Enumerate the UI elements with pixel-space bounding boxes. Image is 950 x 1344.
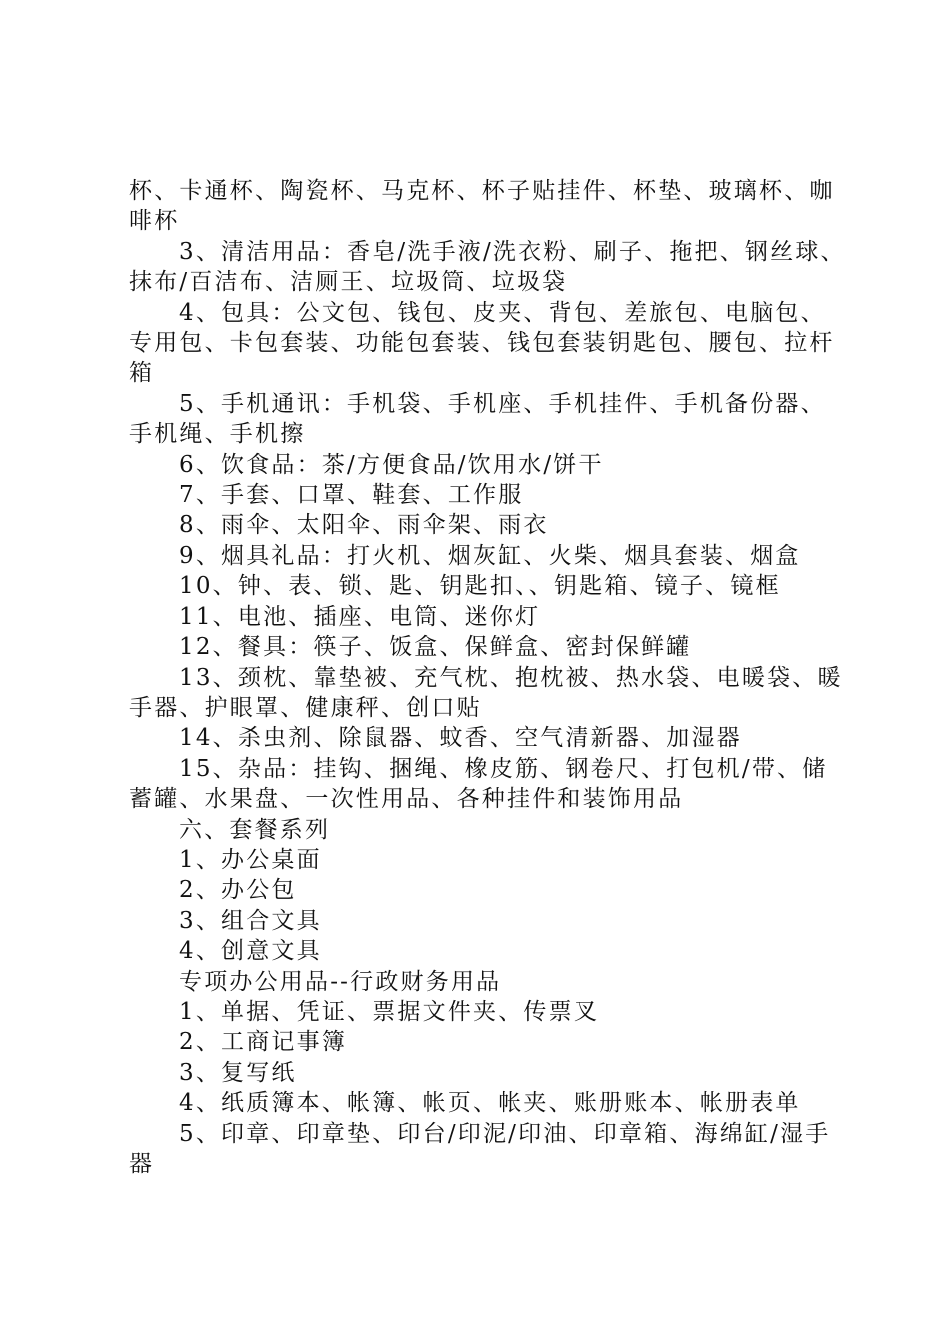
paragraph-creative-stationery: 4、创意文具: [179, 938, 322, 965]
paragraph-cups: 杯、卡通杯、陶瓷杯、马克杯、杯子贴挂件、杯垫、玻璃杯、咖啡杯: [129, 178, 835, 235]
paragraph-food-drinks: 6、饮食品：茶/方便食品/饮用水/饼干: [179, 451, 604, 478]
section-heading-finance-supplies: 专项办公用品--行政财务用品: [179, 968, 502, 995]
paragraph-pillows: 13、颈枕、靠垫被、充气枕、抱枕被、热水袋、电暖袋、暖手器、护眼罩、健康秤、创口贴: [129, 664, 843, 721]
paragraph-mobile-accessories: 5、手机通讯：手机袋、手机座、手机挂件、手机备份器、手机绳、手机擦: [129, 390, 826, 448]
paragraph-stationery-sets: 3、组合文具: [179, 907, 322, 934]
paragraph-carbon-paper: 3、复写纸: [179, 1059, 297, 1086]
section-heading-packages: 六、套餐系列: [179, 816, 331, 843]
paragraph-tableware: 12、餐具：筷子、饭盒、保鲜盒、密封保鲜罐: [179, 634, 692, 661]
paragraph-umbrellas: 8、雨伞、太阳伞、雨伞架、雨衣: [179, 512, 549, 539]
paragraph-smoking-gifts: 9、烟具礼品：打火机、烟灰缸、火柴、烟具套装、烟盒: [179, 542, 801, 569]
paragraph-business-notebook: 2、工商记事簿: [179, 1029, 348, 1056]
paragraph-office-bag: 2、办公包: [179, 877, 297, 904]
paragraph-misc-items: 15、杂品：挂钩、捆绳、橡皮筋、钢卷尺、打包机/带、储蓄罐、水果盘、一次性用品、各种挂件和装饰用品: [129, 755, 828, 813]
paragraph-office-desktop: 1、办公桌面: [179, 846, 322, 873]
paragraph-batteries: 11、电池、插座、电筒、迷你灯: [179, 603, 541, 630]
document-body: [129, 176, 849, 1179]
paragraph-gloves-masks: 7、手套、口罩、鞋套、工作服: [179, 482, 524, 509]
paragraph-bags: 4、包具：公文包、钱包、皮夹、背包、差旅包、电脑包、专用包、卡包套装、功能包套装、钱包套装钥匙包、腰包、拉杆箱: [129, 299, 835, 387]
paragraph-receipts: 1、单据、凭证、票据文件夹、传票叉: [179, 998, 600, 1025]
paragraph-ledgers: 4、纸质簿本、帐簿、帐页、帐夹、账册账本、帐册表单: [179, 1090, 801, 1117]
paragraph-clocks-locks: 10、钟、表、锁、匙、钥匙扣、、钥匙箱、镜子、镜框: [179, 573, 781, 600]
paragraph-stamps: 5、印章、印章垫、印台/印泥/印油、印章箱、海绵缸/湿手器: [129, 1120, 831, 1177]
paragraph-cleaning-supplies: 3、清洁用品：香皂/洗手液/洗衣粉、刷子、拖把、钢丝球、抹布/百洁布、洁厕王、垃圾筒、垃圾袋: [129, 238, 846, 296]
paragraph-insecticide: 14、杀虫剂、除鼠器、蚊香、空气清新器、加湿器: [179, 725, 742, 752]
